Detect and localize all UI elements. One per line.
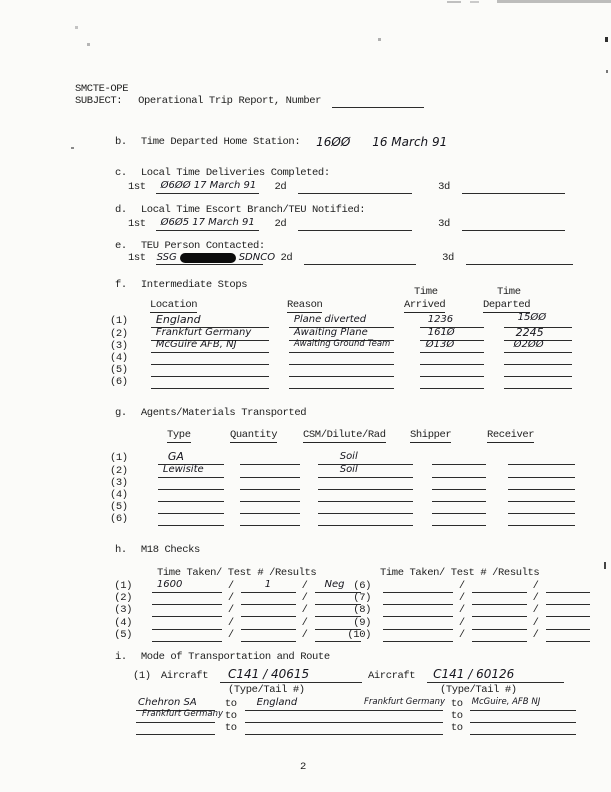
to-label: to — [450, 698, 463, 710]
row-num: (5) — [110, 364, 128, 376]
route-from-field: Frankfurt Germany — [136, 710, 215, 723]
h-time-field — [383, 604, 453, 617]
g-shipper-field — [432, 452, 486, 465]
aircraft-label: Aircraft — [160, 670, 209, 682]
item-d-num: d. — [115, 204, 127, 216]
item-d-second-field — [298, 218, 412, 231]
slash: / — [301, 604, 308, 616]
item-b-date-value: 16 March 91 — [372, 135, 448, 149]
second-label: 2d — [274, 181, 287, 193]
item-e-num: e. — [115, 240, 127, 252]
f-arrived-field — [420, 376, 484, 389]
aircraft-label: Aircraft — [368, 670, 416, 682]
scan-artifact — [75, 26, 78, 29]
h-time-field — [383, 629, 453, 642]
row-num: (3) — [114, 604, 132, 616]
slash: / — [227, 592, 234, 604]
h-test-field — [241, 604, 296, 617]
third-label: 3d — [442, 252, 454, 264]
slash: / — [301, 580, 308, 592]
type-tail-label: (Type/Tail #) — [228, 684, 305, 696]
form-line-f-title — [115, 279, 247, 292]
g-quantity-field — [240, 513, 300, 526]
item-d-label: Local Time Escort Branch/TEU Notified: — [140, 204, 366, 216]
slash: / — [301, 592, 308, 604]
item-c-label: Local Time Deliveries Completed: — [140, 167, 330, 179]
h-result-field — [546, 629, 590, 642]
item-e-third-field — [466, 252, 573, 265]
to-label: to — [224, 722, 237, 734]
f-location-field: McGuire AFB, NJ — [151, 340, 269, 353]
g-header-receiver: Receiver — [487, 429, 535, 441]
i-route-row — [136, 722, 362, 735]
f-location-field: England — [151, 315, 269, 328]
row-num: (1) — [110, 452, 128, 464]
f-arrived-field: 161Ø — [420, 328, 484, 341]
slash: / — [532, 604, 539, 616]
row-num: (5) — [110, 501, 128, 513]
subject-number-underline — [332, 95, 424, 108]
row-num: (2) — [110, 328, 128, 340]
h-check-row — [104, 629, 361, 642]
item-c-third-field — [462, 181, 565, 194]
g-table-row — [110, 513, 575, 526]
h-check-row — [341, 629, 590, 642]
f-header-departed: Departed — [483, 299, 531, 311]
i-route-row — [362, 722, 576, 735]
row-num: (6) — [353, 580, 371, 592]
f-location-field — [151, 376, 269, 389]
f-header-arrived: Arrived — [404, 299, 446, 311]
third-label: 3d — [438, 181, 450, 193]
route-to-field: England — [245, 698, 362, 711]
g-type-field: GA — [158, 452, 224, 465]
f-location-field: Frankfurt Germany — [151, 328, 269, 341]
form-line-i-title — [115, 651, 330, 664]
h-time-field: 1600 — [152, 580, 222, 593]
f-arrived-field: 1236 — [420, 315, 484, 328]
g-csm-field: Soil — [318, 452, 413, 465]
aircraft-field: C141 / 40615 — [220, 670, 362, 683]
slash: / — [532, 592, 539, 604]
g-type-field — [158, 513, 224, 526]
g-header-type: Type — [167, 429, 191, 441]
f-arrived-field: Ø13Ø — [420, 340, 484, 353]
item-e-second-field — [304, 252, 416, 265]
item-c-first-field — [156, 181, 259, 194]
item-e-rank: SSG — [156, 252, 177, 263]
item-f-num: f. — [115, 279, 127, 291]
row-num: (6) — [110, 376, 128, 388]
page-number: 2 — [300, 761, 306, 773]
route-to-field — [470, 722, 576, 735]
row-num: (8) — [353, 604, 371, 616]
form-line-b — [115, 136, 447, 149]
form-line-h-title — [115, 544, 200, 557]
form-line-e-values — [128, 252, 573, 265]
scan-artifact — [606, 70, 608, 73]
second-label: 2d — [274, 218, 287, 230]
g-receiver-field — [508, 513, 575, 526]
slash: / — [532, 580, 539, 592]
item-f-label: Intermediate Stops — [140, 279, 248, 291]
f-header-reason: Reason — [287, 299, 323, 311]
h-check-row — [341, 604, 590, 617]
subject-label: SUBJECT: — [75, 95, 123, 107]
slash: / — [458, 580, 465, 592]
row-num: (2) — [114, 592, 132, 604]
slash: / — [532, 617, 539, 629]
scan-artifact — [470, 1, 479, 3]
f-table-row — [110, 376, 572, 389]
item-d-first-value: Ø6Ø5 17 March 91 — [160, 217, 255, 228]
aircraft-field: C141 / 60126 — [427, 670, 564, 683]
g-csm-field: Soil — [318, 465, 413, 478]
g-header-csm: CSM/Dilute/Rad — [303, 429, 386, 441]
subject-line — [75, 95, 424, 108]
scan-artifact — [604, 562, 606, 569]
row-num: (2) — [110, 465, 128, 477]
item-c-first-value: Ø6ØØ 17 March 91 — [160, 180, 257, 191]
slash: / — [458, 617, 465, 629]
h-result-field — [546, 604, 590, 617]
item-b-label: Time Departed Home Station: — [140, 136, 301, 148]
item-c-num: c. — [115, 167, 127, 179]
scan-artifact — [605, 37, 608, 42]
row-num: (3) — [110, 477, 128, 489]
to-label: to — [224, 710, 237, 722]
g-header-quantity: Quantity — [230, 429, 278, 441]
slash: / — [227, 580, 234, 592]
item-h-label: M18 Checks — [140, 544, 200, 556]
f-departed-field: 15ØØ — [504, 315, 572, 328]
g-shipper-field — [432, 513, 486, 526]
sub-num: (1) — [133, 670, 151, 682]
h-time-field — [152, 629, 222, 642]
slash: / — [301, 629, 308, 641]
item-c-second-field — [298, 181, 412, 194]
f-header-location: Location — [150, 299, 198, 311]
row-num: (9) — [353, 617, 371, 629]
i-aircraft-line-right — [368, 667, 564, 683]
item-e-first-value — [157, 251, 275, 264]
f-reason-field: Awaiting Plane — [289, 328, 394, 341]
item-e-suffix: SDNCO — [238, 252, 276, 263]
to-label: to — [450, 710, 463, 722]
to-label: to — [450, 722, 463, 734]
subject-text: Operational Trip Report, Number — [138, 95, 322, 107]
item-i-label: Mode of Transportation and Route — [140, 651, 330, 663]
route-to-field — [245, 722, 362, 735]
h-time-field — [152, 604, 222, 617]
row-num: (3) — [110, 340, 128, 352]
row-num: (7) — [353, 592, 371, 604]
item-i-num: i. — [115, 651, 127, 663]
f-reason-field — [289, 376, 394, 389]
slash: / — [227, 617, 234, 629]
route-from-field — [362, 722, 443, 735]
office-symbol: SMCTE-OPE — [75, 83, 129, 95]
item-e-label: TEU Person Contacted: — [140, 240, 265, 252]
route-from-field — [136, 722, 215, 735]
scan-artifact — [378, 38, 381, 41]
f-reason-field: Awaiting Ground Team — [289, 340, 394, 353]
item-g-label: Agents/Materials Transported — [140, 407, 307, 419]
form-line-g-title — [115, 407, 306, 420]
h-test-field: 1 — [241, 580, 296, 593]
item-g-num: g. — [115, 407, 127, 419]
type-tail-label: (Type/Tail #) — [440, 684, 517, 696]
g-csm-field — [318, 513, 413, 526]
item-b-num: b. — [115, 136, 127, 148]
f-header-time-departed-top: Time — [497, 286, 521, 298]
f-departed-field — [504, 376, 572, 389]
g-receiver-field — [508, 452, 575, 465]
redaction-bar — [180, 253, 236, 263]
g-type-field: Lewisite — [158, 465, 224, 478]
slash: / — [458, 592, 465, 604]
first-label: 1st — [128, 181, 146, 193]
route-from-field: Chehron SA — [136, 698, 215, 711]
slash: / — [458, 604, 465, 616]
h-test-field — [472, 629, 527, 642]
g-header-shipper: Shipper — [410, 429, 452, 441]
h-test-field — [472, 604, 527, 617]
h-test-field — [241, 629, 296, 642]
f-header-time-arrived-top: Time — [414, 286, 438, 298]
slash: / — [458, 629, 465, 641]
item-h-num: h. — [115, 544, 127, 556]
scan-artifact — [447, 1, 461, 3]
row-num: (4) — [114, 617, 132, 629]
i-aircraft-line-left — [133, 667, 362, 683]
first-label: 1st — [128, 218, 146, 230]
item-d-third-field — [462, 218, 565, 231]
third-label: 3d — [438, 218, 450, 230]
slash: / — [227, 629, 234, 641]
scan-artifact — [71, 147, 74, 149]
item-e-first-field — [156, 252, 276, 265]
row-num: (4) — [110, 352, 128, 364]
slash: / — [301, 617, 308, 629]
row-num: (1) — [110, 315, 128, 327]
scan-artifact — [87, 43, 90, 46]
h-header-right: Time Taken/ Test # /Results — [380, 567, 540, 579]
second-label: 2d — [280, 252, 293, 264]
slash: / — [227, 604, 234, 616]
form-line-d-values — [128, 218, 565, 231]
h-header-left: Time Taken/ Test # /Results — [157, 567, 317, 579]
f-departed-field: Ø2ØØ — [504, 340, 572, 353]
row-num: (4) — [110, 489, 128, 501]
item-d-first-field — [156, 218, 259, 231]
scan-artifact — [497, 0, 611, 3]
row-num: (5) — [114, 629, 132, 641]
h-result-field: Neg — [315, 580, 361, 593]
to-label: to — [224, 698, 237, 710]
route-to-field: McGuire, AFB NJ — [470, 698, 576, 711]
g-quantity-field — [240, 452, 300, 465]
form-line-c-values — [128, 181, 565, 194]
row-num: (10) — [347, 629, 371, 641]
item-b-time-value: 16ØØ — [316, 135, 351, 149]
first-label: 1st — [128, 252, 146, 264]
f-departed-field: 2245 — [504, 328, 572, 341]
row-num: (1) — [114, 580, 132, 592]
f-reason-field: Plane diverted — [289, 315, 394, 328]
h-check-row — [104, 604, 361, 617]
route-from-field: Frankfurt Germany — [362, 698, 443, 711]
slash: / — [532, 629, 539, 641]
row-num: (6) — [110, 513, 128, 525]
